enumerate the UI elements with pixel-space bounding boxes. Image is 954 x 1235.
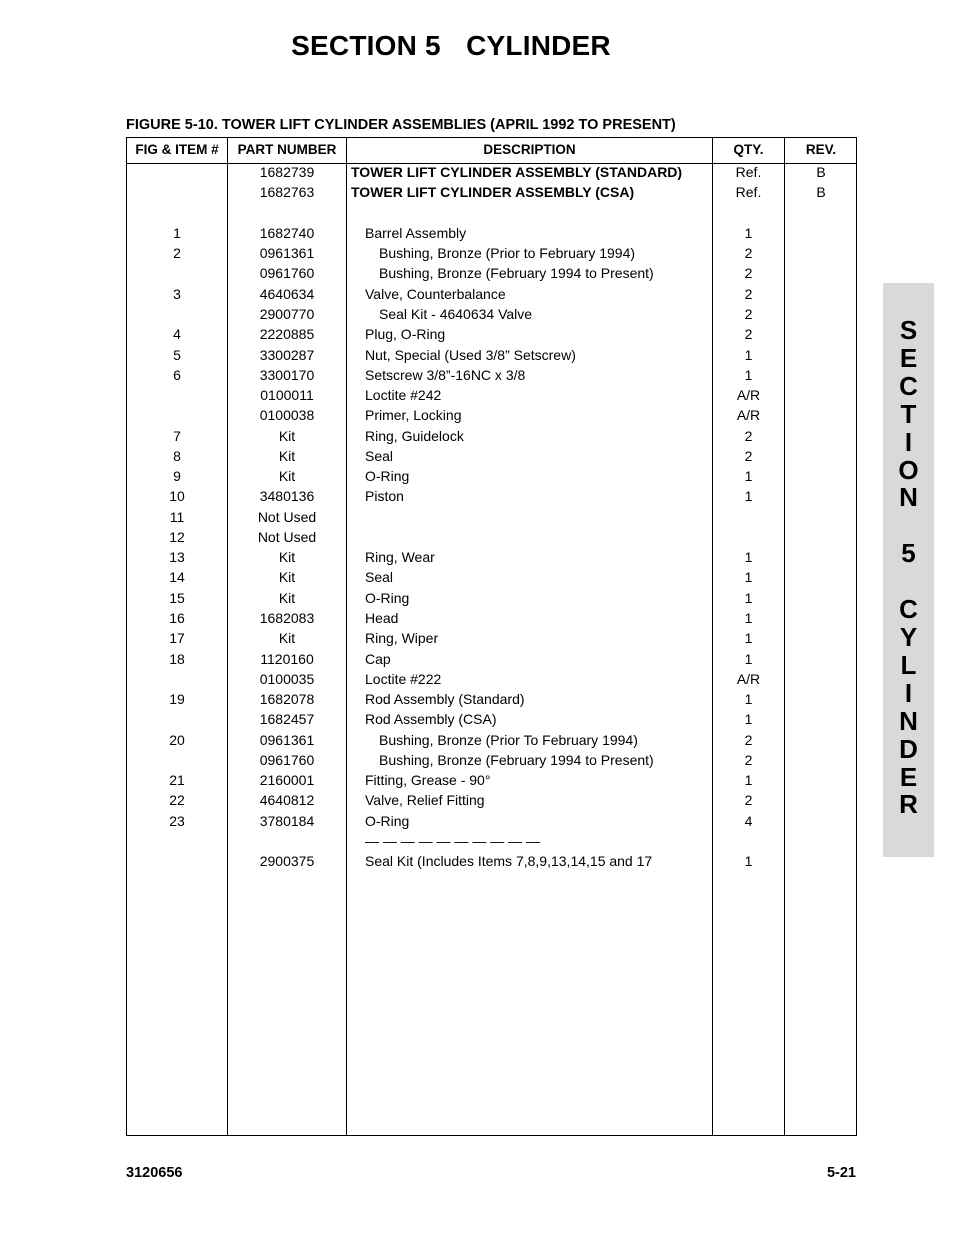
- doc-number: 3120656: [126, 1165, 183, 1181]
- table-row: [127, 691, 856, 711]
- table-row: [127, 225, 856, 245]
- cell-desc: Seal: [365, 448, 394, 464]
- cell-desc: Seal: [365, 569, 394, 585]
- cell-part: 1682078: [259, 691, 315, 707]
- cell-desc: Bushing, Bronze (February 1994 to Present): [379, 265, 654, 281]
- cell-rev: B: [816, 184, 826, 200]
- cell-qty: 1: [744, 590, 753, 606]
- cell-part: 3300287: [259, 347, 315, 363]
- cell-fig: 5: [173, 347, 181, 363]
- cell-desc: TOWER LIFT CYLINDER ASSEMBLY (STANDARD): [351, 164, 683, 180]
- cell-desc: Primer, Locking: [365, 407, 462, 423]
- cell-desc: Rod Assembly (CSA): [365, 711, 497, 727]
- table-row: [127, 448, 856, 468]
- cell-desc: Ring, Guidelock: [365, 428, 464, 444]
- cell-qty: A/R: [736, 671, 761, 687]
- cell-desc: O-Ring: [365, 813, 410, 829]
- cell-desc: O-Ring: [365, 468, 410, 484]
- cell-fig: 6: [173, 367, 181, 383]
- cell-qty: 1: [744, 630, 753, 646]
- section-name: CYLINDER: [466, 30, 611, 61]
- cell-part: Not Used: [257, 509, 317, 525]
- cell-part: 1682763: [259, 184, 315, 200]
- table-row: [127, 428, 856, 448]
- cell-part: 0961760: [259, 752, 315, 768]
- cell-qty: 1: [744, 488, 753, 504]
- page-number: 5-21: [826, 1165, 856, 1181]
- table-row: [127, 651, 856, 671]
- cell-desc: Seal Kit (Includes Items 7,8,9,13,14,15 and 17: [365, 853, 653, 869]
- table-row: [127, 367, 856, 387]
- cell-desc: Valve, Relief Fitting: [365, 792, 485, 808]
- cell-desc: Head: [365, 610, 399, 626]
- cell-fig: 15: [169, 590, 185, 606]
- cell-fig: 1: [173, 225, 181, 241]
- cell-fig: 13: [169, 549, 185, 565]
- cell-part: 0961361: [259, 732, 315, 748]
- cell-desc: — — — — — — — — — —: [365, 833, 541, 849]
- cell-part: 2160001: [259, 772, 315, 788]
- figure-title: FIGURE 5-10. TOWER LIFT CYLINDER ASSEMBLIES (APRIL 1992 TO PRESENT): [126, 117, 676, 133]
- cell-qty: 4: [744, 813, 753, 829]
- cell-qty: 1: [744, 772, 753, 788]
- table-row: [127, 306, 856, 326]
- cell-qty: 2: [744, 286, 753, 302]
- cell-part: 3480136: [259, 488, 315, 504]
- cell-qty: 2: [744, 306, 753, 322]
- cell-part: Not Used: [257, 529, 317, 545]
- cell-qty: 1: [744, 651, 753, 667]
- cell-part: Kit: [278, 590, 296, 606]
- cell-fig: 7: [173, 428, 181, 444]
- cell-fig: 23: [169, 813, 185, 829]
- cell-part: Kit: [278, 630, 296, 646]
- cell-desc: Bushing, Bronze (Prior To February 1994): [379, 732, 638, 748]
- cell-part: 0100038: [259, 407, 315, 423]
- cell-desc: O-Ring: [365, 590, 410, 606]
- cell-qty: 2: [744, 448, 753, 464]
- cell-part: 2220885: [259, 326, 315, 342]
- table-row: [127, 265, 856, 285]
- cell-fig: 14: [169, 569, 185, 585]
- cell-desc: Nut, Special (Used 3/8” Setscrew): [365, 347, 576, 363]
- cell-qty: 1: [744, 549, 753, 565]
- cell-desc: Cap: [365, 651, 391, 667]
- cell-desc: Fitting, Grease - 90°: [365, 772, 491, 788]
- cell-fig: 16: [169, 610, 185, 626]
- cell-qty: 1: [744, 853, 753, 869]
- table-row: [127, 732, 856, 752]
- cell-desc: Ring, Wiper: [365, 630, 439, 646]
- cell-fig: 22: [169, 792, 185, 808]
- cell-desc: TOWER LIFT CYLINDER ASSEMBLY (CSA): [351, 184, 635, 200]
- cell-fig: 18: [169, 651, 185, 667]
- table-row: [127, 590, 856, 610]
- cell-part: 2900375: [259, 853, 315, 869]
- table-row: [127, 509, 856, 529]
- cell-desc: Loctite #242: [365, 387, 442, 403]
- cell-desc: Loctite #222: [365, 671, 442, 687]
- cell-fig: 9: [173, 468, 181, 484]
- table-row: [127, 833, 856, 853]
- cell-fig: 3: [173, 286, 181, 302]
- table-row: [127, 569, 856, 589]
- section-number: SECTION 5: [291, 30, 441, 61]
- table-row: [127, 164, 856, 184]
- cell-part: 1682740: [259, 225, 315, 241]
- table-row: [127, 630, 856, 650]
- table-row: [127, 752, 856, 772]
- table-row: [127, 488, 856, 508]
- cell-part: 2900770: [259, 306, 315, 322]
- cell-part: 3780184: [259, 813, 315, 829]
- cell-part: 1682739: [259, 164, 315, 180]
- cell-fig: 21: [169, 772, 185, 788]
- cell-qty: 2: [744, 752, 753, 768]
- cell-fig: 11: [169, 509, 185, 525]
- cell-part: 4640634: [259, 286, 315, 302]
- table-row: [127, 772, 856, 792]
- cell-desc: Valve, Counterbalance: [365, 286, 506, 302]
- table-row: [127, 610, 856, 630]
- cell-part: Kit: [278, 549, 296, 565]
- cell-desc: Bushing, Bronze (February 1994 to Present): [379, 752, 654, 768]
- cell-fig: 8: [173, 448, 181, 464]
- cell-qty: 1: [744, 367, 753, 383]
- cell-qty: 1: [744, 569, 753, 585]
- col-header-description: DESCRIPTION: [483, 142, 576, 157]
- cell-rev: B: [816, 164, 826, 180]
- table-row: [127, 671, 856, 691]
- cell-fig: 2: [173, 245, 181, 261]
- cell-desc: Ring, Wear: [365, 549, 435, 565]
- table-row: [127, 387, 856, 407]
- section-tab: [883, 283, 934, 857]
- cell-qty: 2: [744, 245, 753, 261]
- table-row: [127, 813, 856, 833]
- cell-part: 0100011: [260, 387, 314, 403]
- cell-part: 1682457: [259, 711, 315, 727]
- cell-part: 0100035: [259, 671, 315, 687]
- table-row: [127, 347, 856, 367]
- cell-qty: 1: [744, 610, 753, 626]
- table-row: [127, 711, 856, 731]
- cell-desc: Plug, O-Ring: [365, 326, 446, 342]
- cell-desc: Setscrew 3/8”-16NC x 3/8: [365, 367, 526, 383]
- section-tab-label: S E C T I O N 5 C Y L I N D E R: [898, 315, 919, 820]
- cell-fig: 10: [169, 488, 185, 504]
- table-row: [127, 549, 856, 569]
- col-header-fig: FIG & ITEM #: [135, 142, 219, 157]
- cell-part: Kit: [278, 569, 296, 585]
- cell-part: 1682083: [259, 610, 315, 626]
- cell-part: Kit: [278, 468, 296, 484]
- cell-part: 3300170: [259, 367, 315, 383]
- cell-part: Kit: [278, 448, 296, 464]
- cell-fig: 17: [169, 630, 185, 646]
- col-header-part: PART NUMBER: [237, 142, 337, 157]
- cell-qty: 1: [744, 347, 753, 363]
- cell-fig: 19: [169, 691, 185, 707]
- cell-qty: Ref.: [735, 164, 762, 180]
- cell-qty: 1: [744, 691, 753, 707]
- page-header: [0, 30, 954, 62]
- cell-qty: 2: [744, 326, 753, 342]
- cell-desc: Piston: [365, 488, 404, 504]
- cell-qty: 2: [744, 265, 753, 281]
- table-row: [127, 529, 856, 549]
- cell-fig: 4: [173, 326, 181, 342]
- cell-qty: A/R: [736, 407, 761, 423]
- cell-desc: Seal Kit - 4640634 Valve: [379, 306, 533, 322]
- col-header-rev: REV.: [805, 142, 837, 157]
- cell-fig: 12: [169, 529, 185, 545]
- cell-part: 0961361: [259, 245, 315, 261]
- table-row: [127, 792, 856, 812]
- table-row: [127, 468, 856, 488]
- cell-part: 1120160: [260, 651, 314, 667]
- cell-desc: Rod Assembly (Standard): [365, 691, 525, 707]
- cell-desc: Barrel Assembly: [365, 225, 467, 241]
- cell-qty: 1: [744, 468, 753, 484]
- cell-fig: 20: [169, 732, 185, 748]
- table-row: [127, 407, 856, 427]
- cell-part: 4640812: [259, 792, 315, 808]
- cell-part: Kit: [278, 428, 296, 444]
- parts-table: [126, 137, 857, 1136]
- cell-qty: A/R: [736, 387, 761, 403]
- table-row: [127, 853, 856, 873]
- cell-qty: Ref.: [735, 184, 762, 200]
- cell-qty: 1: [744, 225, 753, 241]
- cell-qty: 2: [744, 732, 753, 748]
- cell-part: 0961760: [259, 265, 315, 281]
- cell-qty: 2: [744, 792, 753, 808]
- cell-qty: 1: [744, 711, 753, 727]
- table-row: [127, 326, 856, 346]
- table-row: [127, 245, 856, 265]
- cell-qty: 2: [744, 428, 753, 444]
- table-row: [127, 184, 856, 204]
- table-row: [127, 286, 856, 306]
- cell-desc: Bushing, Bronze (Prior to February 1994): [379, 245, 636, 261]
- col-header-qty: QTY.: [733, 142, 764, 157]
